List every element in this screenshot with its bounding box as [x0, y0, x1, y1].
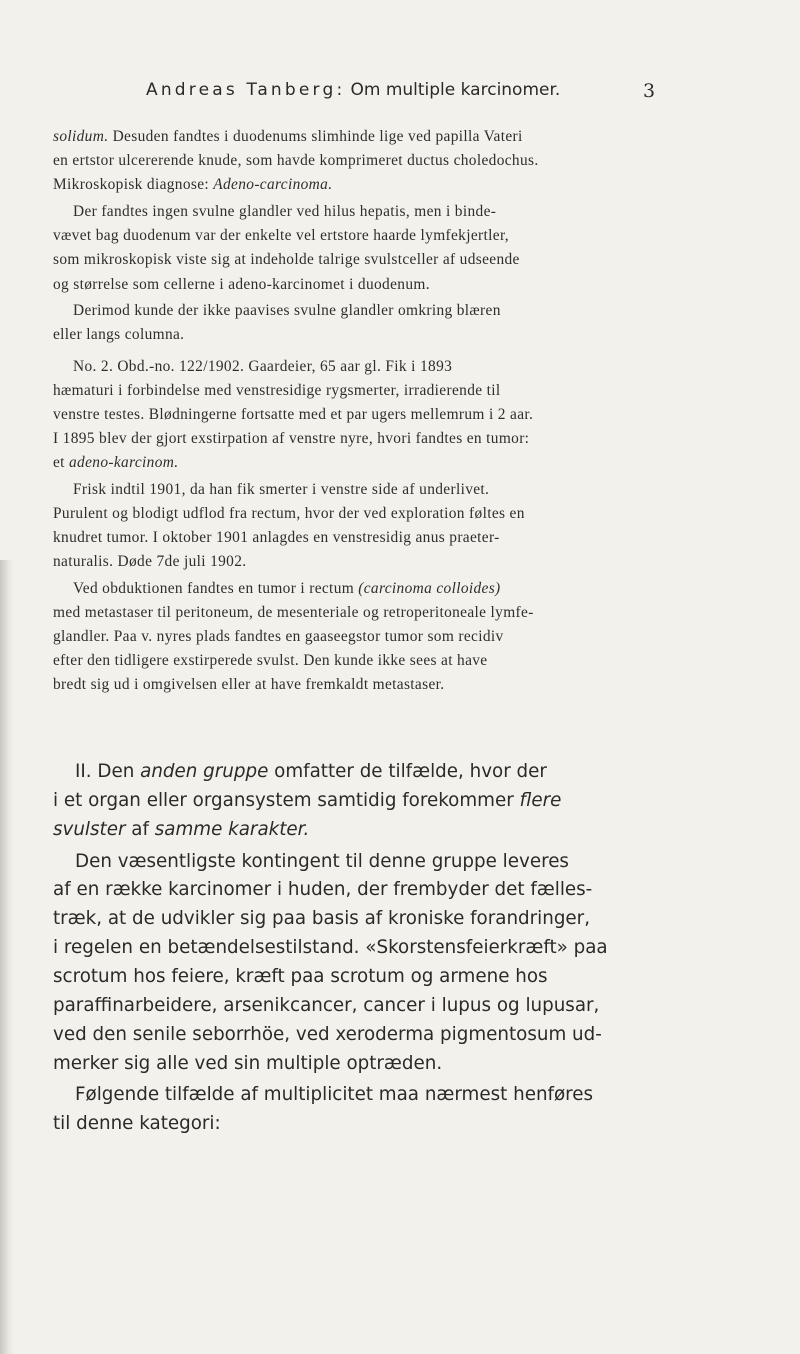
text-span: I 1895 blev der gjort exstirpation af venstre nyre, hvori fandtes en tumor: — [53, 430, 530, 447]
text-span: Der fandtes ingen svulne glandler ved hilus hepatis, men i binde- — [73, 203, 497, 220]
text-line — [53, 453, 178, 473]
italic-span: Adeno-carcinoma. — [213, 176, 333, 193]
text-span: No. 2. Obd.-no. 122/1902. Gaardeier, 65 aar gl. Fik i 1893 — [73, 358, 453, 375]
text-span: glandler. Paa v. nyres plads fandtes en gaaseegstor tumor som recidiv — [53, 628, 504, 645]
page-edge-shadow — [0, 560, 14, 1354]
text-line — [53, 301, 501, 321]
text-span: merker sig alle ved sin multiple optræden. — [53, 1053, 443, 1074]
text-span: eller langs columna. — [53, 326, 185, 343]
text-span: Desuden fandtes i duodenums slimhinde lige ved papilla Vateri — [108, 128, 523, 145]
italic-span: samme karakter. — [154, 819, 310, 840]
text-span: Mikroskopisk diagnose: — [53, 176, 214, 193]
text-span: i regelen en betændelsestilstand. «Skorstensfeierkræft» paa — [53, 937, 608, 958]
text-span: en ertstor ulcererende knude, som havde komprimeret ductus choledochus. — [53, 152, 539, 169]
text-line — [53, 151, 539, 171]
italic-span: anden gruppe — [140, 761, 269, 782]
text-span: omfatter de tilfælde, hvor der — [268, 761, 547, 782]
text-span: Følgende tilfælde af multiplicitet maa nærmest henføres — [75, 1084, 594, 1105]
text-span: Den væsentligste kontingent til denne gruppe leveres — [75, 851, 569, 872]
text-line — [53, 579, 501, 599]
text-line — [53, 627, 504, 647]
running-header — [146, 80, 656, 106]
text-line — [53, 250, 520, 270]
italic-span: flere — [519, 790, 562, 811]
italic-span: svulster — [53, 819, 126, 840]
text-line — [53, 603, 534, 623]
header-title: Om multiple karcinomer. — [350, 80, 561, 100]
text-line — [53, 528, 500, 548]
text-span: i et organ eller organsystem samtidig forekommer — [53, 790, 520, 811]
text-line — [53, 1110, 221, 1138]
text-line — [53, 429, 529, 449]
text-span: knudret tumor. I oktober 1901 anlagdes en venstresidig anus praeter- — [53, 529, 500, 546]
text-line — [53, 1050, 442, 1078]
text-span: Ved obduktionen fandtes en tumor i rectum — [73, 580, 359, 597]
text-line — [53, 848, 569, 876]
text-span: af en række karcinomer i huden, der frembyder det fælles- — [53, 879, 593, 900]
text-line — [53, 275, 430, 295]
text-line — [53, 905, 590, 933]
text-line — [53, 405, 533, 425]
text-span: hæmaturi i forbindelse med venstresidige rygsmerter, irradierende til — [53, 382, 501, 399]
text-span: Frisk indtil 1901, da han fik smerter i venstre side af underlivet. — [73, 481, 490, 498]
text-line — [53, 787, 561, 815]
text-line — [53, 651, 488, 671]
text-line — [53, 381, 501, 401]
text-line — [53, 675, 444, 695]
text-span: II. Den — [75, 761, 141, 782]
text-span: Purulent og blodigt udflod fra rectum, hvor der ved exploration føltes en — [53, 505, 525, 522]
text-span: scrotum hos feiere, kræft paa scrotum og armene hos — [53, 966, 548, 987]
header-author: Andreas Tanberg: — [146, 80, 346, 100]
text-span: Derimod kunde der ikke paavises svulne glandler omkring blæren — [73, 302, 501, 319]
text-line — [53, 325, 184, 345]
text-line — [53, 816, 309, 844]
text-span: venstre testes. Blødningerne fortsatte med et par ugers mellemrum i 2 aar. — [53, 406, 534, 423]
text-line — [53, 1021, 602, 1049]
text-line — [53, 357, 452, 377]
page-number: 3 — [643, 80, 656, 102]
text-span: af — [125, 819, 155, 840]
text-span: ved den senile seborrhöe, ved xeroderma pigmentosum ud- — [53, 1024, 602, 1045]
text-line — [53, 992, 599, 1020]
text-line — [53, 202, 496, 222]
text-span: til denne kategori: — [53, 1113, 221, 1134]
italic-span: (carcinoma colloides) — [358, 580, 501, 597]
text-line — [53, 504, 525, 524]
text-line — [53, 876, 592, 904]
text-line — [53, 1081, 593, 1109]
text-span: og størrelse som cellerne i adeno-karcinomet i duodenum. — [53, 276, 430, 293]
text-line — [53, 226, 509, 246]
text-span: naturalis. Døde 7de juli 1902. — [53, 553, 247, 570]
text-span: paraffinarbeidere, arsenikcancer, cancer i lupus og lupusar, — [53, 995, 600, 1016]
text-line — [53, 934, 608, 962]
text-line — [53, 758, 547, 786]
text-span: træk, at de udvikler sig paa basis af kroniske forandringer, — [53, 908, 591, 929]
text-span: som mikroskopisk viste sig at indeholde talrige svulstceller af udseende — [53, 251, 520, 268]
text-line — [53, 480, 489, 500]
italic-span: solidum. — [53, 128, 109, 145]
text-span: efter den tidligere exstirperede svulst. Den kunde ikke sees at have — [53, 652, 488, 669]
text-line — [53, 552, 246, 572]
text-span: vævet bag duodenum var der enkelte vel ertstore haarde lymfekjertler, — [53, 227, 510, 244]
text-span: med metastaser til peritoneum, de mesenteriale og retroperitoneale lymfe- — [53, 604, 534, 621]
text-line — [53, 963, 548, 991]
italic-span: adeno-karcinom. — [69, 454, 179, 471]
text-line — [53, 175, 332, 195]
text-span: bredt sig ud i omgivelsen eller at have fremkaldt metastaser. — [53, 676, 445, 693]
text-span: et — [53, 454, 70, 471]
text-line — [53, 127, 523, 147]
